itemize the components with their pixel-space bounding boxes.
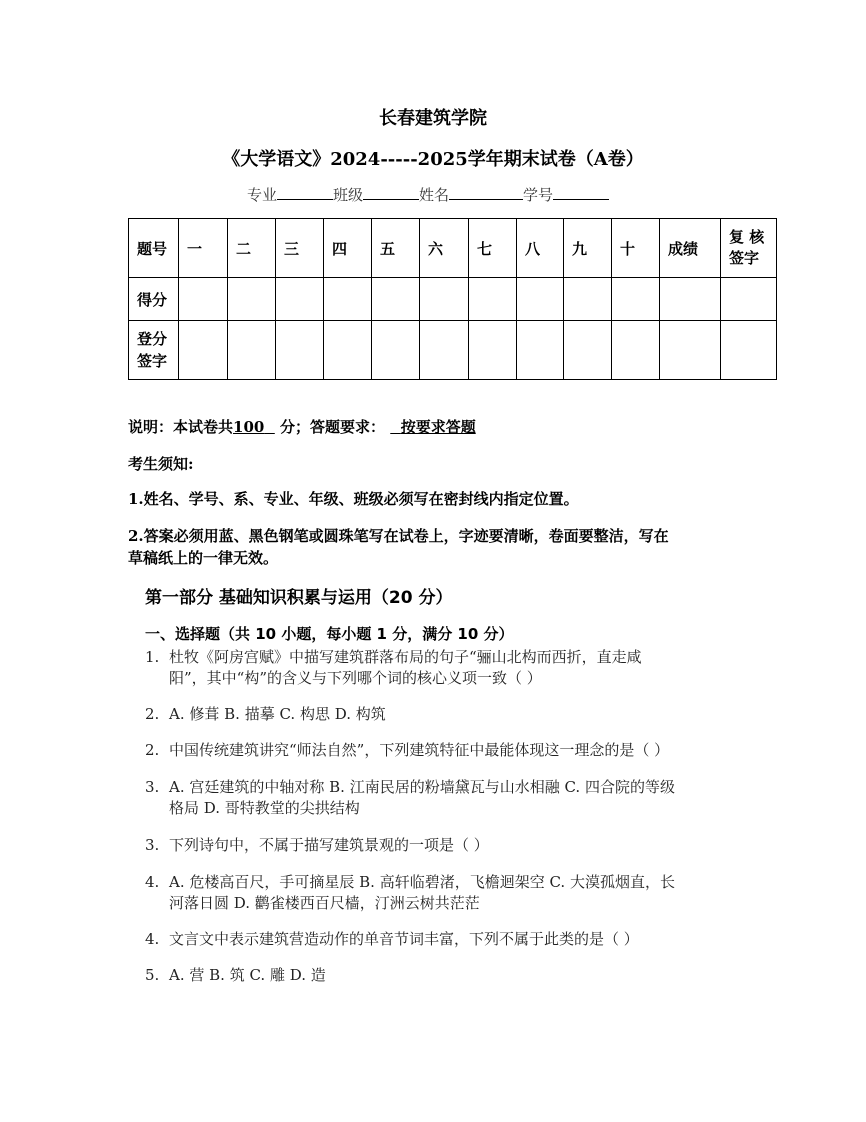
table-header-cell: 复 核 签字 xyxy=(721,219,777,278)
score-table xyxy=(128,218,777,380)
question-line xyxy=(145,797,360,818)
notice-title: 考生须知: xyxy=(128,455,194,473)
field-id-blank[interactable] xyxy=(553,184,609,200)
question-line xyxy=(145,928,639,949)
row-label: 得分 xyxy=(129,278,179,321)
question-number: 4. xyxy=(145,930,160,948)
table-header-row xyxy=(129,219,777,278)
question-number: 2. xyxy=(145,741,160,759)
question-number: 1. xyxy=(145,648,160,666)
question-line xyxy=(145,871,675,892)
field-major-label: 专业 xyxy=(247,186,278,204)
field-name-label: 姓名 xyxy=(419,186,450,204)
score-cell[interactable] xyxy=(517,278,564,321)
score-cell[interactable] xyxy=(469,278,517,321)
signature-cell[interactable] xyxy=(564,321,612,380)
table-header-cell: 九 xyxy=(564,219,612,278)
table-header-cell: 七 xyxy=(469,219,517,278)
exam-note xyxy=(128,416,476,437)
table-header-cell: 二 xyxy=(228,219,276,278)
question-line xyxy=(145,834,489,855)
question-text: 格局 D. 哥特教堂的尖拱结构 xyxy=(169,799,360,817)
question-text: 阳”，其中“构”的含义与下列哪个词的核心义项一致（ ） xyxy=(169,669,542,687)
field-class-blank[interactable] xyxy=(363,184,419,200)
total-score: 100 xyxy=(233,418,265,436)
question-number: 5. xyxy=(145,966,160,984)
question-line xyxy=(145,776,675,797)
signature-cell[interactable] xyxy=(469,321,517,380)
notice-item-2-line2: 草稿纸上的一律无效。 xyxy=(128,549,279,567)
score-cell[interactable] xyxy=(324,278,372,321)
score-cell[interactable] xyxy=(612,278,660,321)
signature-row xyxy=(129,321,777,380)
question-line xyxy=(145,667,542,688)
part-title: 第一部分 基础知识积累与运用（20 分） xyxy=(145,588,453,608)
question-number: 3. xyxy=(145,836,160,854)
table-header-cell: 五 xyxy=(372,219,420,278)
signature-cell[interactable] xyxy=(276,321,324,380)
school-name: 长春建筑学院 xyxy=(379,108,487,129)
table-header-cell: 八 xyxy=(517,219,564,278)
table-header-cell: 六 xyxy=(420,219,469,278)
signature-cell[interactable] xyxy=(517,321,564,380)
notice-item-1: 1.姓名、学号、系、专业、年级、班级必须写在密封线内指定位置。 xyxy=(128,490,579,508)
table-header-cell: 三 xyxy=(276,219,324,278)
question-text: 河落日圆 D. 鹳雀楼西百尺樯，汀洲云树共茫茫 xyxy=(169,894,480,912)
table-header-cell: 十 xyxy=(612,219,660,278)
question-text: A. 宫廷建筑的中轴对称 B. 江南民居的粉墙黛瓦与山水相融 C. 四合院的等级 xyxy=(169,778,675,796)
question-text: 文言文中表示建筑营造动作的单音节词丰富，下列不属于此类的是（ ） xyxy=(169,930,639,948)
answer-requirement: 按要求答题 xyxy=(400,418,476,436)
signature-cell[interactable] xyxy=(660,321,721,380)
signature-cell[interactable] xyxy=(179,321,228,380)
notice-item-2-line1: 2.答案必须用蓝、黑色钢笔或圆珠笔写在试卷上，字迹要清晰，卷面要整洁，写在 xyxy=(128,527,669,545)
question-text: 下列诗句中，不属于描写建筑景观的一项是（ ） xyxy=(169,836,489,854)
signature-cell[interactable] xyxy=(721,321,777,380)
table-header-cell: 四 xyxy=(324,219,372,278)
score-cell[interactable] xyxy=(179,278,228,321)
question-number: 4. xyxy=(145,873,160,891)
question-line xyxy=(145,964,326,985)
score-cell[interactable] xyxy=(228,278,276,321)
score-row xyxy=(129,278,777,321)
field-class-label: 班级 xyxy=(333,186,364,204)
signature-cell[interactable] xyxy=(324,321,372,380)
question-text: A. 修葺 B. 描摹 C. 构思 D. 构筑 xyxy=(169,705,386,723)
field-name-blank[interactable] xyxy=(449,184,523,200)
signature-cell[interactable] xyxy=(372,321,420,380)
signature-cell[interactable] xyxy=(420,321,469,380)
signature-cell[interactable] xyxy=(228,321,276,380)
question-line xyxy=(145,703,386,724)
question-text: 中国传统建筑讲究“师法自然”，下列建筑特征中最能体现这一理念的是（ ） xyxy=(169,741,670,759)
note-mid: 分；答题要求： xyxy=(280,418,386,436)
field-id-label: 学号 xyxy=(523,186,554,204)
table-header-cell: 题号 xyxy=(129,219,179,278)
row-label: 登分 签字 xyxy=(129,321,179,380)
score-cell[interactable] xyxy=(660,278,721,321)
field-major-blank[interactable] xyxy=(277,184,333,200)
question-number: 3. xyxy=(145,778,160,796)
score-cell[interactable] xyxy=(721,278,777,321)
score-cell[interactable] xyxy=(564,278,612,321)
table-header-cell: 一 xyxy=(179,219,228,278)
question-line xyxy=(145,739,669,760)
question-text: A. 危楼高百尺，手可摘星辰 B. 高轩临碧渚，飞檐迴架空 C. 大漠孤烟直，长 xyxy=(169,873,675,891)
question-text: 杜牧《阿房宫赋》中描写建筑群落布局的句子“骊山北构而西折，直走咸 xyxy=(169,648,642,666)
score-cell[interactable] xyxy=(276,278,324,321)
student-info-fields xyxy=(247,184,609,205)
score-cell[interactable] xyxy=(420,278,469,321)
question-number: 2. xyxy=(145,705,160,723)
table-header-cell: 成绩 xyxy=(660,219,721,278)
note-prefix: 说明：本试卷共 xyxy=(128,418,234,436)
section-title: 一、选择题（共 10 小题，每小题 1 分，满分 10 分） xyxy=(145,625,514,643)
question-line xyxy=(145,892,480,913)
question-line xyxy=(145,646,642,667)
score-cell[interactable] xyxy=(372,278,420,321)
exam-title: 《大学语文》2024-----2025学年期末试卷（A卷） xyxy=(222,149,644,170)
signature-cell[interactable] xyxy=(612,321,660,380)
question-text: A. 营 B. 筑 C. 雕 D. 造 xyxy=(169,966,326,984)
